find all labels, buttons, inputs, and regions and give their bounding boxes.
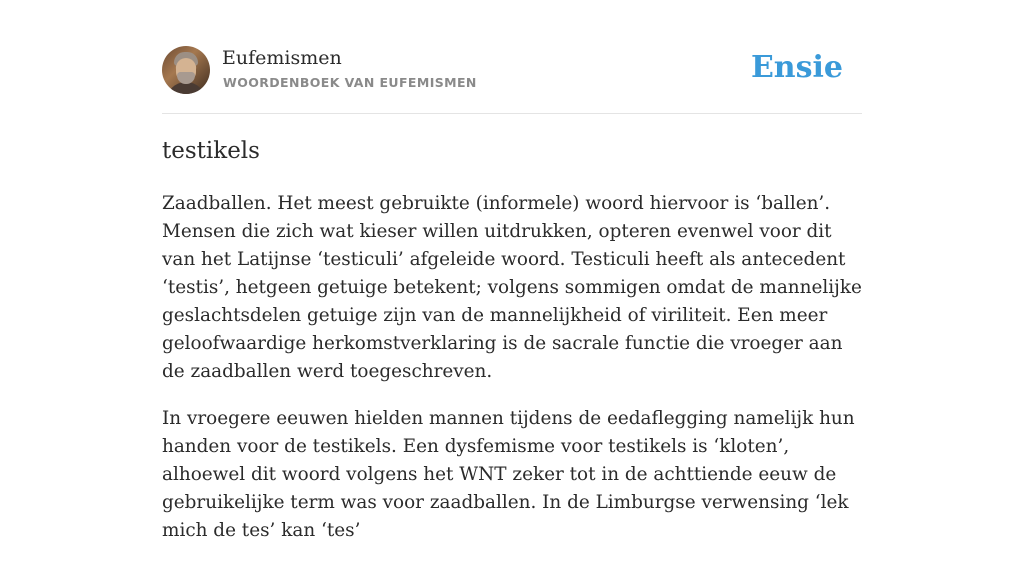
author-name[interactable]: Eufemismen: [222, 47, 342, 69]
header-divider: [162, 113, 862, 114]
author-subtitle[interactable]: WOORDENBOEK VAN EUFEMISMEN: [223, 75, 477, 90]
author-avatar[interactable]: [162, 46, 210, 94]
entry-paragraph: Zaadballen. Het meest gebruikte (informele) woord hiervoor is ‘ballen’. Mensen die zich wat kieser willen uitdrukken, opteren evenwel voor dit van het Latijnse ‘testiculi’ afgeleide woord. Testiculi heeft als antecedent ‘testis’, hetgeen getuige betekent; volgens sommigen omdat de mannelijke geslachtsdelen getuige zijn van de mannelijkheid of viriliteit. Een meer geloofwaardige herkomstverklaring is de sacrale functie die vroeger aan de zaadballen werd toegeschreven.: [162, 193, 862, 382]
entry-body: [162, 190, 862, 564]
entry-title: testikels: [162, 138, 260, 164]
brand-logo[interactable]: Ensie: [750, 50, 843, 85]
entry-paragraph: In vroegere eeuwen hielden mannen tijdens de eedaflegging namelijk hun handen voor de testikels. Een dysfemisme voor testikels is ‘kloten’, alhoewel dit woord volgens het WNT zeker tot in de achttiende eeuw de gebruikelijke term was voor zaadballen. In de Limburgse verwensing ‘lek mich de tes’ kan ‘tes’: [162, 408, 855, 541]
page-header: [162, 46, 862, 96]
